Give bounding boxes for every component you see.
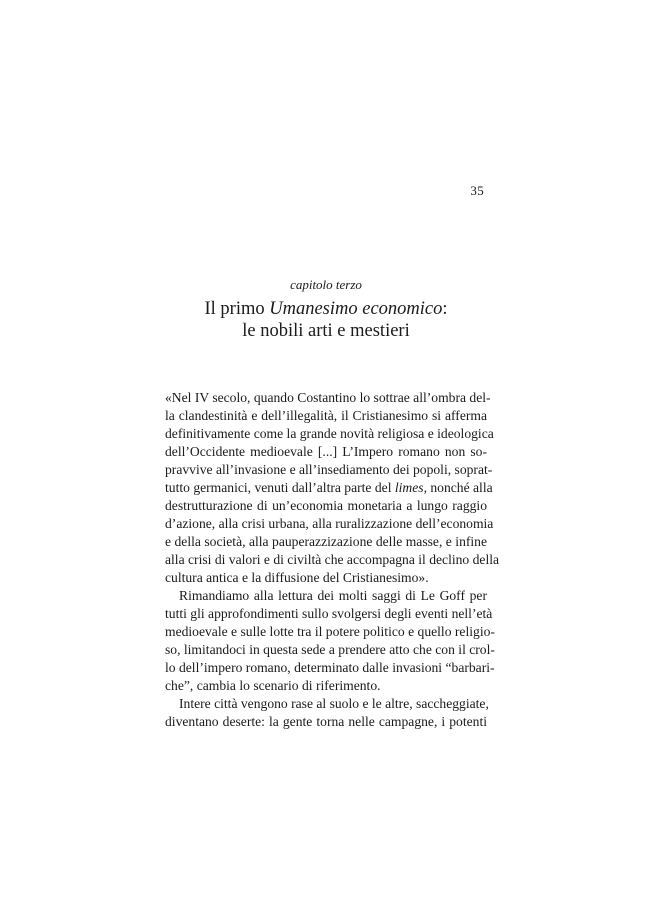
text-line: pravvive all’invasione e all’insediamento dei popoli, soprat- — [165, 462, 493, 477]
italic-word: limes — [394, 480, 424, 495]
chapter-title-suffix: : — [442, 299, 448, 319]
text-line: diventano deserte: la gente torna nelle campagne, i potenti — [165, 714, 487, 729]
paragraph — [165, 695, 487, 731]
paragraph — [165, 587, 495, 695]
chapter-title-italic: Umanesimo economico — [269, 299, 443, 319]
text-line: che”, cambia lo scenario di riferimento. — [165, 678, 381, 693]
text-line: la clandestinità e dell’illegalità, il Cristianesimo si afferma — [165, 408, 487, 423]
text-line: dell’Occidente medioevale [...] L’Impero romano non so- — [165, 444, 487, 459]
text-line: destrutturazione di un’economia monetaria a lungo raggio — [165, 498, 487, 513]
text-line: so, limitandoci in questa sede a prendere atto che con il crol- — [165, 642, 495, 657]
text-line: Intere città vengono rase al suolo e le altre, saccheggiate, — [179, 696, 489, 711]
text-line: Rimandiamo alla lettura dei molti saggi di Le Goff per — [179, 588, 487, 603]
paragraph-quote — [165, 389, 500, 587]
text-line: d’azione, alla crisi urbana, alla ruralizzazione dell’economia — [165, 516, 494, 531]
text-line: definitivamente come la grande novità religiosa e ideologica — [165, 426, 494, 441]
text-segment: tutto germanici, venuti dall’altra parte del — [165, 480, 395, 495]
chapter-title-line2: le nobili arti e mestieri — [242, 321, 410, 341]
text-segment: , nonché alla — [423, 480, 493, 495]
text-line: e della società, alla pauperazzizazione delle masse, e infine — [165, 534, 487, 549]
text-line: «Nel IV secolo, quando Costantino lo sottrae all’ombra del- — [165, 390, 491, 405]
text-line: medioevale e sulle lotte tra il potere politico e quello religio- — [165, 624, 495, 639]
page-number: 35 — [470, 183, 484, 198]
chapter-label: capitolo terzo — [290, 277, 362, 292]
chapter-title — [165, 298, 487, 320]
chapter-header — [165, 276, 487, 342]
text-line: tutti gli approfondimenti sullo svolgersi degli eventi nell’età — [165, 606, 493, 621]
text-line: alla crisi di valori e di civiltà che accompagna il declino della — [165, 552, 500, 567]
chapter-title-prefix: Il primo — [204, 299, 270, 319]
text-line — [165, 479, 493, 497]
text-line: cultura antica e la diffusione del Cristianesimo». — [165, 570, 429, 585]
body-text — [165, 389, 500, 731]
text-line: lo dell’impero romano, determinato dalle invasioni “barbari- — [165, 660, 495, 675]
